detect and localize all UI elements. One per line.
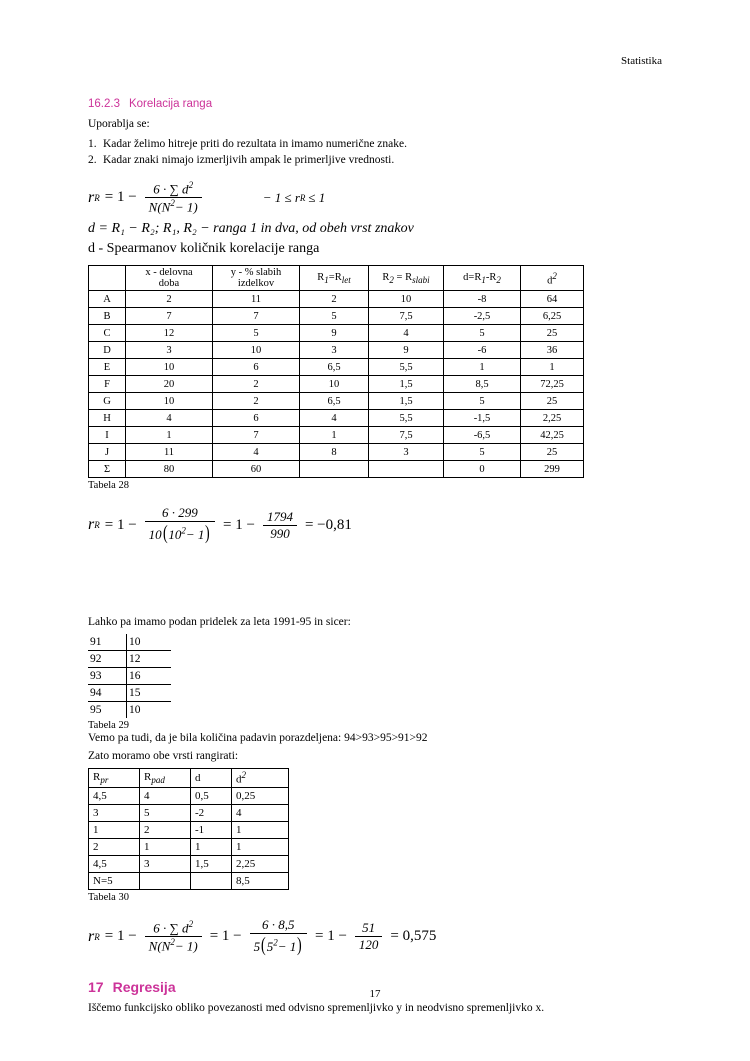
cell: 299 xyxy=(521,461,584,478)
cell: 7,5 xyxy=(369,427,444,444)
cell: 2,25 xyxy=(232,855,289,872)
note-1: Vemo pa tudi, da je bila količina padavin porazdeljena: 94>93>95>91>92 xyxy=(88,731,428,744)
formula-rank-correlation xyxy=(88,180,666,216)
cell: 3 xyxy=(300,342,369,359)
table-30-caption: Tabela 30 xyxy=(88,891,129,903)
cell: 5 xyxy=(140,804,191,821)
cell: 1 xyxy=(232,821,289,838)
table-row-total xyxy=(89,872,289,889)
table-row xyxy=(89,804,289,821)
col-header-rpr-main: R xyxy=(93,770,101,783)
cell: 0 xyxy=(444,461,521,478)
cell: 3 xyxy=(140,855,191,872)
cell: 1,5 xyxy=(369,393,444,410)
formula5-f2-den: $5(5^2- 1)$ xyxy=(253,933,302,956)
cell: 3 xyxy=(89,804,140,821)
cell: -1,5 xyxy=(444,410,521,427)
cell: -2 xyxy=(191,804,232,821)
table-row xyxy=(89,376,584,393)
col-header-rpad xyxy=(140,768,191,787)
cell: 3 xyxy=(126,342,213,359)
formula1-num-sup: 2 xyxy=(188,179,194,190)
cell: 10 xyxy=(129,703,141,716)
col-header-r2-sub: 2 xyxy=(389,274,394,285)
formula-rank-correlation-computed xyxy=(88,505,666,545)
formula5-result: = 0,575 xyxy=(390,928,437,945)
cell: 4 xyxy=(140,787,191,804)
col-header-x-line1: x - delovna xyxy=(145,267,193,279)
col-header-rpr-sub: pr xyxy=(100,774,109,785)
col-header-r2: $R_2 = R_{slabi}$ xyxy=(369,266,444,291)
page-footer xyxy=(0,988,750,1000)
col-header-d xyxy=(191,768,232,787)
formula-d-definition: d = R₁ − R₂; R₁, R₂ − ranga 1 in dva, od obeh vrst znakov xyxy=(88,221,414,237)
col-header-y-line1: y - % slabih xyxy=(230,267,282,279)
formula5-f1-num-text: 6 · ∑ d xyxy=(153,920,189,936)
cell: 93 xyxy=(88,667,127,684)
cell: 2 xyxy=(213,376,300,393)
formula4-fraction1 xyxy=(145,505,215,545)
cell: 2 xyxy=(89,838,140,855)
cell: 1,5 xyxy=(369,376,444,393)
col-header-label xyxy=(89,266,126,291)
cell: 8,5 xyxy=(232,872,289,889)
chapter-17-text: Iščemo funkcijsko obliko povezanosti med odvisno spremenljivko y in neodvisno spremenljivko x. xyxy=(88,1001,545,1014)
col-header-r2-main: R xyxy=(382,271,390,283)
formula5-fraction3 xyxy=(355,920,383,953)
col-header-d-main: d=R xyxy=(463,271,482,283)
section-heading xyxy=(88,98,666,110)
table-row xyxy=(89,444,584,461)
formula1-range-pre: − 1 ≤ r xyxy=(262,189,300,205)
cell: 64 xyxy=(521,291,584,308)
cell: 5 xyxy=(444,444,521,461)
cell: I xyxy=(89,427,126,444)
table-29 xyxy=(88,634,171,718)
cell: C xyxy=(89,325,126,342)
col-header-rpad-sub: pad xyxy=(151,774,165,785)
section-title: Korelacija ranga xyxy=(128,98,213,110)
col-header-r1-main: R xyxy=(317,271,325,283)
table-row xyxy=(89,787,289,804)
col-header-d2-main: d xyxy=(547,275,553,287)
table-row xyxy=(89,308,584,325)
cell: G xyxy=(89,393,126,410)
formula1-range-post: ≤ 1 xyxy=(308,189,326,205)
formula5-f2-den-c: − 1 xyxy=(277,938,297,954)
cell: B xyxy=(89,308,126,325)
cell: 3 xyxy=(369,444,444,461)
table-30 xyxy=(88,768,289,890)
cell: 7 xyxy=(213,427,300,444)
formula5-f1-den-sup: 2 xyxy=(170,937,175,948)
table-row xyxy=(89,359,584,376)
formula5-eq1: = 1 − xyxy=(104,928,137,945)
cell: 2 xyxy=(300,291,369,308)
formula4-f1-den-a: 10 xyxy=(148,527,162,543)
cell: 25 xyxy=(521,325,584,342)
intro-text: Uporablja se: xyxy=(88,118,150,130)
cell: -2,5 xyxy=(444,308,521,325)
formula4-f1-num: 6 · 299 xyxy=(161,505,198,521)
cell: 4 xyxy=(232,804,289,821)
cell xyxy=(369,461,444,478)
cell: 1 xyxy=(232,838,289,855)
table-row xyxy=(89,325,584,342)
list-item-label: Kadar znaki nimajo izmerljivih ampak le primerljive vrednosti. xyxy=(103,153,395,166)
cell: 4,5 xyxy=(89,855,140,872)
table-row xyxy=(88,684,171,701)
cell xyxy=(140,872,191,889)
col-header-d2-main: d xyxy=(236,773,242,786)
formula4-fraction2 xyxy=(263,509,297,542)
cell: 6 xyxy=(213,410,300,427)
formula5-eq3: = 1 − xyxy=(314,928,347,945)
cell: 7,5 xyxy=(369,308,444,325)
cell: 92 xyxy=(88,650,127,667)
cell: 12 xyxy=(127,650,172,667)
cell: 42,25 xyxy=(521,427,584,444)
col-header-d2-sup: 2 xyxy=(552,270,557,281)
cell: 1 xyxy=(140,838,191,855)
cell: 80 xyxy=(126,461,213,478)
table-row xyxy=(89,821,289,838)
col-header-rpr xyxy=(89,768,140,787)
cell: 5,5 xyxy=(369,410,444,427)
chapter-title: Regresija xyxy=(112,978,176,995)
cell: 36 xyxy=(521,342,584,359)
cell: 10 xyxy=(300,376,369,393)
formula4-result: = −0,81 xyxy=(304,516,352,533)
formula4-f1-den: $10(10^2- 1)$ xyxy=(148,522,211,545)
formula5-f2-den-sup: 2 xyxy=(273,937,278,948)
cell: 1,5 xyxy=(191,855,232,872)
cell: 25 xyxy=(521,393,584,410)
formula5-fraction2 xyxy=(250,917,307,957)
cell: 2 xyxy=(213,393,300,410)
cell xyxy=(300,461,369,478)
cell: 25 xyxy=(521,444,584,461)
cell: D xyxy=(89,342,126,359)
formula5-lhs-sub: R xyxy=(94,931,100,942)
table-header-row xyxy=(89,768,289,787)
col-header-x-line2: doba xyxy=(158,278,180,290)
formula4-eq1: = 1 − xyxy=(104,516,137,533)
formula5-f1-den xyxy=(145,937,202,954)
formula5-f2-den-a: 5 xyxy=(253,938,261,954)
formula4-lhs: r xyxy=(88,516,95,534)
mid-text: Lahko pa imamo podan pridelek za leta 1991-95 in sicer: xyxy=(88,616,351,629)
col-header-r1: $R_1=R_{let}$ xyxy=(300,266,369,291)
cell: H xyxy=(89,410,126,427)
cell: F xyxy=(89,376,126,393)
formula4-f1-den-sup: 2 xyxy=(181,526,186,537)
formula5-f3-den: 120 xyxy=(358,937,379,953)
formula4-lhs-sub: R xyxy=(94,520,100,531)
cell: 10 xyxy=(213,342,300,359)
cell: 10 xyxy=(369,291,444,308)
cell: 4,5 xyxy=(89,787,140,804)
running-head: Statistika xyxy=(621,55,662,67)
cell: 8 xyxy=(300,444,369,461)
table-row xyxy=(89,855,289,872)
formula5-f1-den-post: − 1) xyxy=(174,938,198,954)
cell: 2,25 xyxy=(521,410,584,427)
chapter-number: 17 xyxy=(88,978,104,995)
cell: -6,5 xyxy=(444,427,521,444)
cell: 5 xyxy=(444,325,521,342)
cell: 11 xyxy=(213,291,300,308)
cell: 91 xyxy=(88,634,127,651)
formula5-lhs: r xyxy=(88,927,95,945)
cell: 1 xyxy=(89,821,140,838)
cell: A xyxy=(89,291,126,308)
formula1-num-text: 6 · ∑ d xyxy=(153,181,189,197)
table-row xyxy=(88,667,171,684)
cell: 1 xyxy=(126,427,213,444)
table-row xyxy=(88,634,171,651)
cell: 7 xyxy=(126,308,213,325)
cell: 20 xyxy=(126,376,213,393)
formula1-equals: = 1 − xyxy=(104,189,137,206)
formula1-den-pre: N(N xyxy=(148,199,171,215)
formula-rank-correlation-example2 xyxy=(88,917,666,957)
cell: 5 xyxy=(300,308,369,325)
formula1-numerator xyxy=(149,180,197,197)
table-28 xyxy=(88,265,584,478)
cell: -6 xyxy=(444,342,521,359)
table-row xyxy=(89,410,584,427)
col-header-x xyxy=(126,266,213,291)
formula4-f2-num: 1794 xyxy=(266,508,293,524)
cell: 2 xyxy=(126,291,213,308)
col-header-d2 xyxy=(521,266,584,291)
cell: 8,5 xyxy=(444,376,521,393)
cell: 6,5 xyxy=(300,359,369,376)
list-item-label: Kadar želimo hitreje priti do rezultata in imamo numerične znake. xyxy=(103,137,407,150)
cell: 11 xyxy=(126,444,213,461)
table-row xyxy=(88,701,171,718)
cell: 95 xyxy=(88,701,127,718)
cell: 5,5 xyxy=(369,359,444,376)
formula5-f3-num: 51 xyxy=(362,920,376,936)
table-row xyxy=(89,342,584,359)
col-header-y xyxy=(213,266,300,291)
page-content xyxy=(88,98,666,1019)
table-row xyxy=(89,393,584,410)
cell: 6,25 xyxy=(521,308,584,325)
formula4-f2-den: 990 xyxy=(270,525,290,541)
table-row xyxy=(89,838,289,855)
page-number: 17 xyxy=(369,988,381,1000)
cell: 15 xyxy=(127,684,172,701)
col-header-d: $d=R_1-R_2$ xyxy=(444,266,521,291)
formula4-f1-den-c: − 1 xyxy=(185,527,205,543)
cell: 94 xyxy=(88,684,127,701)
col-header-y-line2: izdelkov xyxy=(237,278,275,290)
cell: 0,25 xyxy=(232,787,289,804)
cell: 12 xyxy=(126,325,213,342)
col-header-d2 xyxy=(232,768,289,787)
cell: 2 xyxy=(140,821,191,838)
cell: 5 xyxy=(213,325,300,342)
table-29-caption: Tabela 29 xyxy=(88,719,129,731)
cell: 4 xyxy=(369,325,444,342)
table-row-total xyxy=(89,461,584,478)
formula1-den-sup: 2 xyxy=(170,198,175,209)
formula1-range-sub: R xyxy=(299,192,306,203)
cell: 0,5 xyxy=(191,787,232,804)
formula4-eq2: = 1 − xyxy=(223,516,255,533)
cell: 1 xyxy=(444,359,521,376)
list-item-number: 1. xyxy=(88,137,97,150)
formula5-f2-den-b: 5 xyxy=(266,938,274,954)
formula5-f2-num: 6 · 8,5 xyxy=(262,916,295,932)
table-row xyxy=(89,427,584,444)
cell: 10 xyxy=(126,393,213,410)
formula4-f1-den-b: 10 xyxy=(168,527,182,543)
list-item xyxy=(88,136,666,152)
formula1-lhs-sub: R xyxy=(94,192,100,203)
cell: 1 xyxy=(521,359,584,376)
cell xyxy=(191,872,232,889)
formula5-fraction1 xyxy=(145,919,202,955)
formula1-fraction xyxy=(145,180,202,216)
formula1-lhs: r xyxy=(88,188,95,206)
cell: 16 xyxy=(127,667,172,684)
col-header-d2-sup: 2 xyxy=(241,769,246,780)
cell: E xyxy=(89,359,126,376)
cell: 60 xyxy=(213,461,300,478)
cell: 10 xyxy=(126,359,213,376)
formula5-eq2: = 1 − xyxy=(209,928,242,945)
section-number: 16.2.3 xyxy=(88,98,120,110)
col-header-d-main: d xyxy=(195,771,201,784)
table-row xyxy=(88,650,171,667)
formula1-denominator xyxy=(145,198,202,215)
list-item-number: 2. xyxy=(88,153,97,166)
cell: 4 xyxy=(126,410,213,427)
cell: N=5 xyxy=(89,872,140,889)
col-header-d-sub: 1 xyxy=(481,274,486,285)
cell: -8 xyxy=(444,291,521,308)
cell: 9 xyxy=(369,342,444,359)
col-header-rpad-main: R xyxy=(144,770,152,783)
list-item xyxy=(88,152,666,168)
cell: 1 xyxy=(300,427,369,444)
formula5-f1-num-sup: 2 xyxy=(188,918,194,929)
cell: 6,5 xyxy=(300,393,369,410)
table-row xyxy=(89,291,584,308)
cell: -1 xyxy=(191,821,232,838)
cell: Σ xyxy=(89,461,126,478)
table-header-row xyxy=(89,266,584,291)
formula1-den-post: − 1) xyxy=(174,199,198,215)
cell: 9 xyxy=(300,325,369,342)
table-28-caption: Tabela 28 xyxy=(88,480,129,492)
cell: 4 xyxy=(213,444,300,461)
formula-spearman-label: d - Spearmanov količnik korelacije ranga xyxy=(88,241,320,257)
cell: 5 xyxy=(444,393,521,410)
formula5-f1-den-pre: N(N xyxy=(148,938,171,954)
cell: 4 xyxy=(300,410,369,427)
usage-list xyxy=(88,136,666,168)
col-header-r1-sub: 1 xyxy=(324,274,329,285)
cell: 1 xyxy=(191,838,232,855)
note-2: Zato moramo obe vrsti rangirati: xyxy=(88,750,239,763)
cell: J xyxy=(89,444,126,461)
cell: 72,25 xyxy=(521,376,584,393)
cell: 6 xyxy=(213,359,300,376)
cell: 10 xyxy=(127,634,172,651)
cell: 7 xyxy=(213,308,300,325)
formula5-f1-num xyxy=(149,919,197,936)
